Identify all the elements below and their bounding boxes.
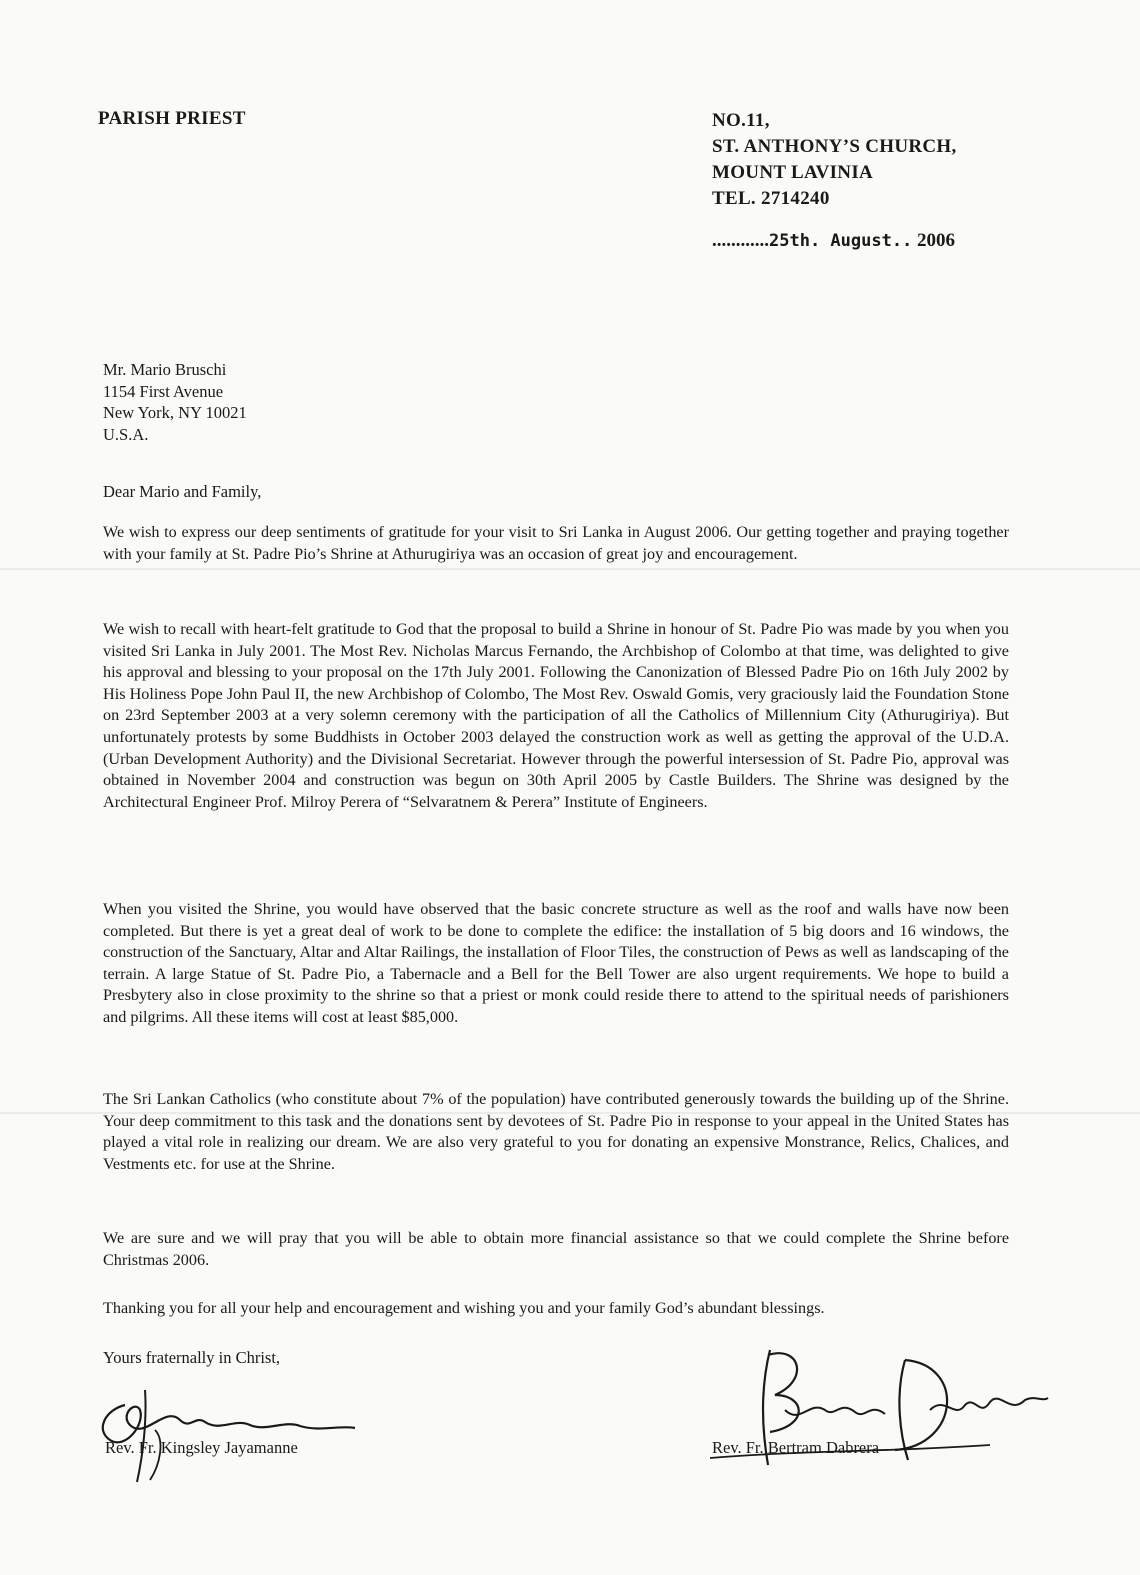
recipient-address (103, 359, 247, 445)
paper-crease (0, 568, 1140, 570)
signatory-left-name: Rev. Fr. Kingsley Jayamanne (105, 1438, 298, 1457)
recipient-country: U.S.A. (103, 424, 149, 444)
signature-left (85, 1370, 365, 1490)
paragraph-remaining-work: When you visited the Shrine, you would have observed that the basic concrete structure as well as the roof and walls have now been completed. But there is yet a great deal of work to be done to complete the edifice: the installation of 5 big doors and 16 windows, the construction of the Sanctuary, Altar and Altar Railings, the installation of Floor Tiles, the construction of Pews as well as landscaping of the terrain. A large Statue of St. Padre Pio, a Tabernacle and a Bell for the Bell Tower are also urgent requirements. We hope to build a Presbytery also in close proximity to the shrine so that a priest or monk could reside there to attend to the spiritual needs of parishioners and pilgrims. All these items will cost at least $85,000. (103, 900, 1009, 1026)
letterhead-address-line: ST. ANTHONY’S CHURCH, (712, 136, 957, 157)
signature-right (690, 1340, 1050, 1480)
recipient-name: Mr. Mario Bruschi (103, 360, 227, 379)
paragraph-contributions: The Sri Lankan Catholics (who constitute about 7% of the population) have contributed generously towards the building up of the Shrine. Your deep commitment to this task and the donations sent by devotees of St. Padre Pio in response to your appeal in the United States has played a vital role in realizing our dream. We are also very grateful to you for donating an expensive Monstrance, Relics, Chalices, and Vestments etc. for use at the Shrine. (103, 1090, 1009, 1173)
letterhead-address-line: MOUNT LAVINIA (712, 162, 874, 183)
signatory-right-name: Rev. Fr. Bertram Dabrera (712, 1438, 880, 1457)
paragraph-prayer: We are sure and we will pray that you will be able to obtain more financial assistance so that we could complete the Shrine before Christmas 2006. (103, 1229, 1009, 1269)
letterhead-address (712, 108, 957, 212)
recipient-city: New York, NY 10021 (103, 403, 247, 422)
date-typed: 25th. August.. (769, 231, 913, 251)
letter-date (712, 230, 955, 252)
paragraph-gratitude: We wish to express our deep sentiments of gratitude for your visit to Sri Lanka in August 2006. Our getting together and praying together with your family at St. Padre Pio’s Shrine at Athurugiriya was an occasion of great joy and encouragement. (103, 523, 1009, 563)
recipient-street: 1154 First Avenue (103, 381, 224, 401)
date-year: 2006 (917, 230, 956, 251)
salutation: Dear Mario and Family, (103, 482, 262, 501)
paragraph-history: We wish to recall with heart-felt gratitude to God that the proposal to build a Shrine in honour of St. Padre Pio was made by you when you visited Sri Lanka in July 2001. The Most Rev. Nicholas Marcus Fernando, the Archbishop of Colombo at that time, was delighted to give his approval and blessing to your proposal on the 17th July 2001. Following the Canonization of Blessed Padre Pio on 16th July 2002 by His Holiness Pope John Paul II, the new Archbishop of Colombo, The Most Rev. Oswald Gomis, very graciously laid the Foundation Stone on 23rd September 2003 at a very solemn ceremony with the participation of all the Catholics of Millennium City (Athurugiriya). But unfortunately protests by some Buddhists in October 2003 delayed the construction work as well as getting the approval of the U.D.A. (Urban Development Authority) and the Divisional Secretariat. However through the powerful intersession of St. Padre Pio, approval was obtained in November 2004 and construction was begun on 30th April 2005 by Castle Builders. The Shrine was designed by the Architectural Engineer Prof. Milroy Perera of “Selvaratnem & Perera” Institute of Engineers. (103, 620, 1009, 811)
closing: Yours fraternally in Christ, (103, 1348, 281, 1367)
letterhead-tel: TEL. 2714240 (712, 188, 830, 209)
letterhead-office: PARISH PRIEST (98, 108, 246, 129)
letterhead-address-line: NO.11, (712, 110, 770, 131)
date-dots: ............ (712, 230, 769, 251)
paragraph-thanks: Thanking you for all your help and encouragement and wishing you and your family God’s abundant blessings. (103, 1299, 825, 1317)
